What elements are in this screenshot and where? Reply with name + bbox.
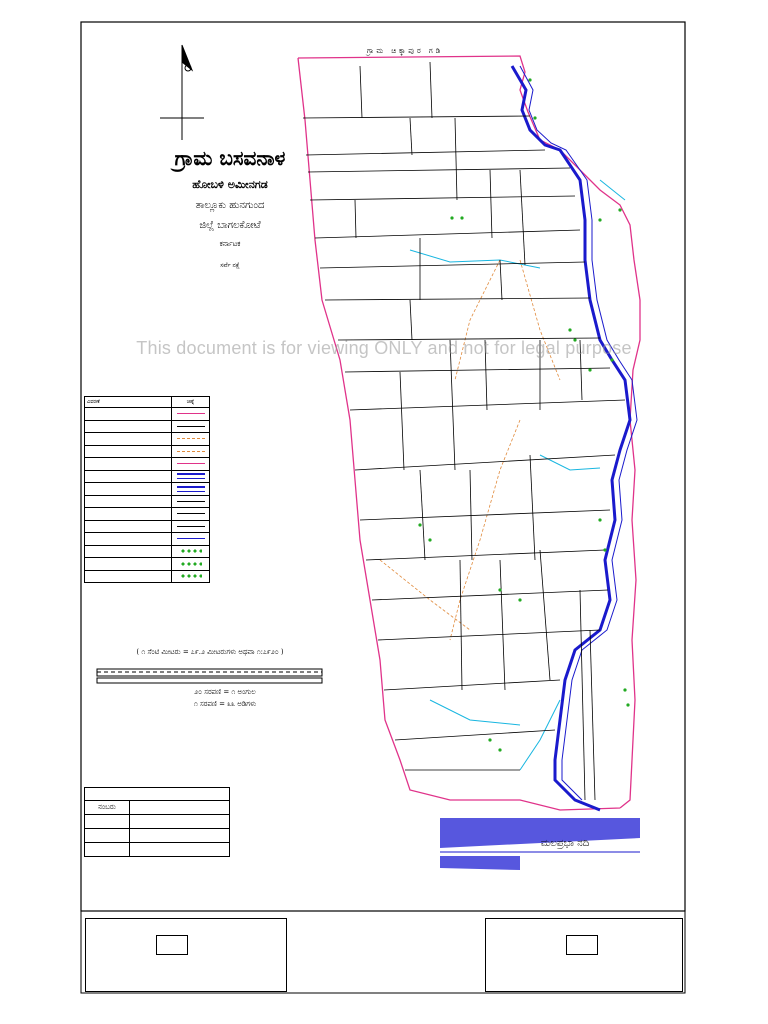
river [512,66,637,810]
legend-row [85,471,209,484]
legend-row-label [85,571,172,583]
legend-row-label [85,546,172,558]
tree-symbols [418,78,629,751]
footpaths [380,260,560,640]
legend-row [85,433,209,446]
legend-row [85,571,209,583]
village-boundary [298,56,640,810]
legend-symbol-icon [172,458,209,470]
legend-symbol-icon [172,421,209,433]
footer-right-box [485,918,683,992]
legend-symbol-icon [172,446,209,458]
legend-row [85,408,209,421]
legend-symbol-icon [172,508,209,520]
legend-header-symbol: ಚಿಹ್ನೆ [186,398,195,405]
scale-ratio: ( ೧ ಸೆಂಟಿ ಮೀಟರು = ೭೯.೨ ಮೀಟರುಗಳು ಅಥವಾ ೧:೭೯೨೦ ) [136,648,284,656]
table-row [85,829,229,843]
row-number [85,843,130,856]
row-number [85,815,130,828]
legend-row-label [85,508,172,520]
legend-symbol-icon [172,408,209,420]
legend-header-description: ವಿವರಣೆ [85,397,172,407]
legend-symbol-icon [172,471,209,483]
watermark-text: This document is for viewing ONLY and not for legal purpose [136,338,632,358]
legend-row-label [85,458,172,470]
legend-symbol-icon [172,558,209,570]
scale-note: ೨೦ ಸರಪಣಿ = ೧ ಅಂಗುಲ [194,688,256,696]
row-direction [130,829,229,842]
table-row [85,843,229,856]
directions-table [84,787,230,857]
directions-col-direction [130,801,229,814]
directions-table-title [85,788,229,801]
stamp-box [566,935,598,955]
legend-row [85,521,209,534]
directions-table-header [85,801,229,815]
map-legend [84,396,210,583]
legend-row-label [85,408,172,420]
legend-row [85,546,209,559]
legend-symbol-icon [172,483,209,495]
legend-symbol-icon [172,433,209,445]
district-label: ಜಿಲ್ಲೆ ಬಾಗಲಕೋಟೆ [199,220,261,231]
footer-left-box [85,918,287,992]
map-subtitle: ಸರ್ವೆ ನಕ್ಷೆ [220,262,240,269]
row-direction [130,843,229,856]
boundary-label-top: ಗ್ರಾಮ ಚಿಕ್ಕಾಪುರ ಗಡಿ [366,47,444,55]
legend-row-label [85,446,172,458]
row-direction [130,815,229,828]
scale-bar [97,669,322,683]
stamp-box [156,935,188,955]
state-label: ಕರ್ನಾಟಕ [219,240,241,248]
hobli-label: ಹೋಬಳಿ ಅಮೀನಗಡ [192,178,268,191]
legend-row-label [85,421,172,433]
legend-row [85,496,209,509]
legend-row-label [85,558,172,570]
map-title: ಗ್ರಾಮ ಬಸವನಾಳ [174,146,286,170]
legend-row-label [85,533,172,545]
legend-row [85,483,209,496]
legend-symbol-icon [172,571,209,583]
legend-row [85,533,209,546]
legend-header [85,397,209,408]
legend-row-label [85,471,172,483]
legend-row [85,421,209,434]
legend-row-label [85,483,172,495]
legend-symbol-icon [172,546,209,558]
legend-symbol-icon [172,496,209,508]
legend-row-label [85,496,172,508]
legend-row [85,508,209,521]
legend-row [85,458,209,471]
legend-row-label [85,521,172,533]
north-arrow-icon [160,45,204,140]
scale-note: ೧ ಸರಪಣಿ = ೩೩ ಅಡಿಗಳು [193,700,257,708]
river-label: ಮಲಪ್ರಭಾ ನದಿ [540,838,590,849]
row-number [85,829,130,842]
legend-row-label [85,433,172,445]
directions-col-number: ನಂಬರು [85,801,130,814]
legend-symbol-icon [172,521,209,533]
legend-symbol-icon [172,533,209,545]
table-row [85,815,229,829]
legend-row [85,446,209,459]
legend-row [85,558,209,571]
taluk-label: ತಾಲ್ಲೂಕು ಹುನಗುಂದ [195,200,265,211]
